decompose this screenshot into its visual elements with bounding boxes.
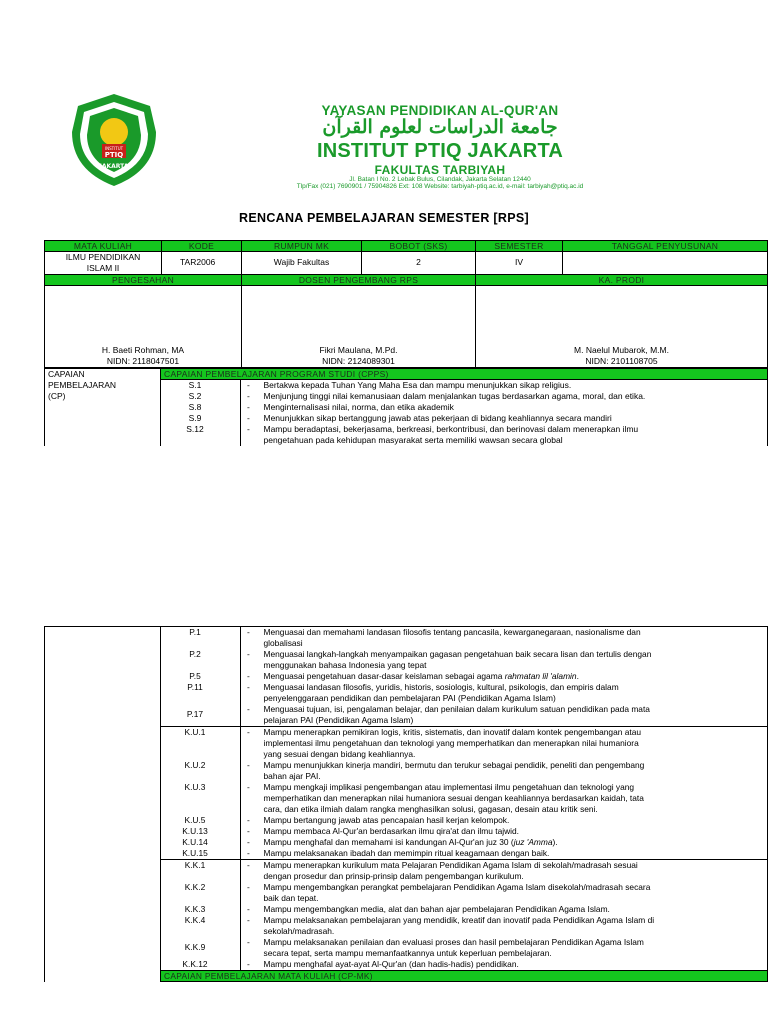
ku-dash: - [241, 727, 261, 761]
course-info-table [44, 240, 768, 275]
sikap-dash: - [241, 380, 261, 392]
sikap-code: S.1 [161, 380, 241, 392]
ku-dash: - [241, 815, 261, 826]
kk-dash: - [241, 937, 261, 959]
header-rumpun-mk: RUMPUN MK [242, 241, 362, 252]
pengetahuan-code: P.2 [161, 649, 241, 671]
ku-dash: - [241, 760, 261, 782]
kk-code: K.K.4 [161, 915, 241, 937]
ku-code: K.U.15 [161, 848, 241, 860]
sikap-text: Mampu beradaptasi, bekerjasama, berkreasi, berkontribusi, dan berinovasi dalam menerapkan ilmu pengetahuan pada kehidupan masyarakat serta memiliki wawsan secara global [261, 424, 768, 446]
ku-text: Mampu bertangung jawab atas pencapaian hasil kerjan kelompok. [261, 815, 768, 826]
ku-dash: - [241, 848, 261, 860]
svg-text:JAKARTA: JAKARTA [99, 163, 129, 170]
header-kode: KODE [162, 241, 242, 252]
signer-ka-prodi: M. Naelul Mubarok, M.M. NIDN: 2101108705 [476, 286, 768, 368]
sikap-code: S.9 [161, 413, 241, 424]
kk-code: K.K.3 [161, 904, 241, 915]
cpps-header: CAPAIAN PEMBELAJARAN PROGRAM STUDI (CPPS) [161, 369, 768, 380]
kk-code: K.K.2 [161, 882, 241, 904]
kk-dash: - [241, 959, 261, 971]
institute-contact: Tlp/Fax (021) 7690901 / 75904826 Ext: 108 Website: tarbiyah-ptiq.ac.id, e-mail: tarbiyah@ptiq.ac.id [296, 183, 584, 190]
signer-pengesahan: H. Baeti Rohman, MA NIDN: 2118047501 [45, 286, 242, 368]
ku-text: Mampu menghafal dan memahami isi kandungan Al-Qur'an juz 30 (juz 'Amma). [261, 837, 768, 848]
kk-text: Mampu mengembangkan media, alat dan bahan ajar pembelajaran Pendidikan Agama Islam. [261, 904, 768, 915]
cp-detail-table [44, 626, 768, 982]
kk-code: K.K.9 [161, 937, 241, 959]
pengetahuan-code: P.17 [161, 704, 241, 727]
kk-dash: - [241, 860, 261, 883]
faculty-name: FAKULTAS TARBIYAH [374, 163, 506, 177]
course-name: ILMU PENDIDIKAN ISLAM II [45, 252, 162, 275]
sikap-text: Menginternalisasi nilai, norma, dan etika akademik [261, 402, 768, 413]
pengetahuan-dash: - [241, 671, 261, 682]
institute-address: Jl. Batan I No. 2 Lebak Bulus, Cilandak, Jakarta Selatan 12440 [349, 176, 531, 183]
signer-dosen: Fikri Maulana, M.Pd. NIDN: 2124089301 [242, 286, 476, 368]
document-title: RENCANA PEMBELAJARAN SEMESTER [RPS] [239, 211, 529, 225]
course-date [563, 252, 768, 275]
pengetahuan-dash: - [241, 649, 261, 671]
sikap-code: S.12 [161, 424, 241, 446]
pengetahuan-code: P.11 [161, 682, 241, 704]
kk-text: Mampu mengembangkan perangkat pembelajaran Pendidikan Agama Islam disekolah/madrasah secara baik dan tepat. [261, 882, 768, 904]
kk-dash: - [241, 882, 261, 904]
ku-code: K.U.2 [161, 760, 241, 782]
header-bobot: BOBOT (SKS) [362, 241, 476, 252]
cp-label: CAPAIAN PEMBELAJARAN (CP) [45, 369, 161, 447]
ku-text: Mampu menunjukkan kinerja mandiri, bermutu dan terukur sebagai pendidik, peneliti dan pengembang bahan ajar PAI. [261, 760, 768, 782]
kk-text: Mampu melaksanakan pembelajaran yang mendidik, kreatif dan inovatif pada Pendidikan Agama Islam di sekolah/madrasah. [261, 915, 768, 937]
svg-text:PTIQ: PTIQ [104, 151, 124, 159]
cp-label-continued [45, 627, 161, 982]
header-pengesahan: PENGESAHAN [45, 275, 242, 286]
sikap-text: Bertakwa kepada Tuhan Yang Maha Esa dan mampu menunjukkan sikap religius. [261, 380, 768, 392]
ku-code: K.U.13 [161, 826, 241, 837]
kk-dash: - [241, 915, 261, 937]
ku-code: K.U.1 [161, 727, 241, 761]
ku-dash: - [241, 782, 261, 815]
header-dosen-pengembang: DOSEN PENGEMBANG RPS [242, 275, 476, 286]
header-mata-kuliah: MATA KULIAH [45, 241, 162, 252]
pengetahuan-text: Menguasai langkah-langkah menyampaikan gagasan pengetahuan baik secara lisan dan tertulis dengan menggunakan bahasa Indonesia yang tepat [261, 649, 768, 671]
pengetahuan-code: P.5 [161, 671, 241, 682]
pengetahuan-code: P.1 [161, 627, 241, 650]
arabic-name: جامعة الدراسات لعلوم القرآن [322, 116, 558, 138]
ku-text: Mampu membaca Al-Qur'an berdasarkan ilmu qira'at dan ilmu tajwid. [261, 826, 768, 837]
header-ka-prodi: KA. PRODI [476, 275, 768, 286]
header-semester: SEMESTER [476, 241, 563, 252]
foundation-name: YAYASAN PENDIDIKAN AL-QUR'AN [321, 103, 559, 118]
ku-code: K.U.14 [161, 837, 241, 848]
ku-text: Mampu melaksanakan ibadah dan memimpin ritual keagamaan dengan baik. [261, 848, 768, 860]
cp-sikap-table [44, 368, 768, 446]
pengetahuan-dash: - [241, 682, 261, 704]
course-semester: IV [476, 252, 563, 275]
sikap-dash: - [241, 402, 261, 413]
kk-text: Mampu menghafal ayat-ayat Al-Qur'an (dan hadis-hadis) pendidikan. [261, 959, 768, 971]
course-group: Wajib Fakultas [242, 252, 362, 275]
kk-text: Mampu melaksanakan penilaian dan evaluasi proses dan hasil pembelajaran Pendidikan Agama Islam secara tepat, serta mampu memanfaatkannya untuk keperluan pembelajaran. [261, 937, 768, 959]
kk-text: Mampu menerapkan kurikulum mata Pelajaran Pendidikan Agama Islam di sekolah/madrasah sesuai dengan prosedur dan prinsip-prinsip dalam pengembangan kurikulum. [261, 860, 768, 883]
svg-text:INSTITUT: INSTITUT [104, 146, 124, 151]
pengetahuan-text: Menguasai tujuan, isi, pengalaman belajar, dan penilaian dalam kurikulum satuan pendidikan pada mata pelajaran PAI (Pendidikan Agama Islam) [261, 704, 768, 727]
kk-code: K.K.12 [161, 959, 241, 971]
sikap-text: Menunjukkan sikap bertanggung jawab atas pekerjaan di bidang keahliannya secara mandiri [261, 413, 768, 424]
ku-code: K.U.5 [161, 815, 241, 826]
header-tanggal: TANGGAL PENYUSUNAN [563, 241, 768, 252]
institution-logo [70, 92, 158, 188]
approval-table [44, 274, 768, 368]
ku-code: K.U.3 [161, 782, 241, 815]
sikap-text: Menjunjung tinggi nilai kemanusiaan dalam menjalankan tugas berdasarkan agama, moral, dan etika. [261, 391, 768, 402]
cpmk-header: CAPAIAN PEMBELAJARAN MATA KULIAH (CP-MK) [161, 971, 768, 982]
pengetahuan-text: Menguasai landasan filosofis, yuridis, historis, sosiologis, kultural, psikologis, dan empiris dalam penyelenggaraan pendidikan dan pembelajaran PAI (Pendidikan Agama Islam) [261, 682, 768, 704]
pengetahuan-dash: - [241, 704, 261, 727]
kk-code: K.K.1 [161, 860, 241, 883]
ku-dash: - [241, 837, 261, 848]
sikap-dash: - [241, 391, 261, 402]
sikap-code: S.8 [161, 402, 241, 413]
sikap-dash: - [241, 413, 261, 424]
ku-text: Mampu mengkaji implikasi pengembangan atau implementasi ilmu pengetahuan dan teknologi yang memperhatikan dan menerapkan nilai humaniora sesuai dengan keahliannya berdasarkan kaidah, tata cara, dan etika ilmiah dalam rangka menghasilkan solusi, gagasan, desain atau kritik seni. [261, 782, 768, 815]
pengetahuan-dash: - [241, 627, 261, 650]
ku-text: Mampu menerapkan pemikiran logis, kritis, sistematis, dan inovatif dalam kontek pengembangan atau implementasi ilmu pengetahuan dan teknologi yang memperhatikan dan menerapkan nilai humaniora yang sesuai dengan bidang keahliannya. [261, 727, 768, 761]
sikap-code: S.2 [161, 391, 241, 402]
course-code: TAR2006 [162, 252, 242, 275]
sikap-dash: - [241, 424, 261, 446]
institute-name: INSTITUT PTIQ JAKARTA [316, 140, 564, 162]
course-credits: 2 [362, 252, 476, 275]
kk-dash: - [241, 904, 261, 915]
ku-dash: - [241, 826, 261, 837]
pengetahuan-text: Menguasai dan memahami landasan filosofis tentang pancasila, kewarganegaraan, nasionalisme dan globalisasi [261, 627, 768, 650]
pengetahuan-text: Menguasai pengetahuan dasar-dasar keislaman sebagai agama rahmatan lil 'alamin. [261, 671, 768, 682]
